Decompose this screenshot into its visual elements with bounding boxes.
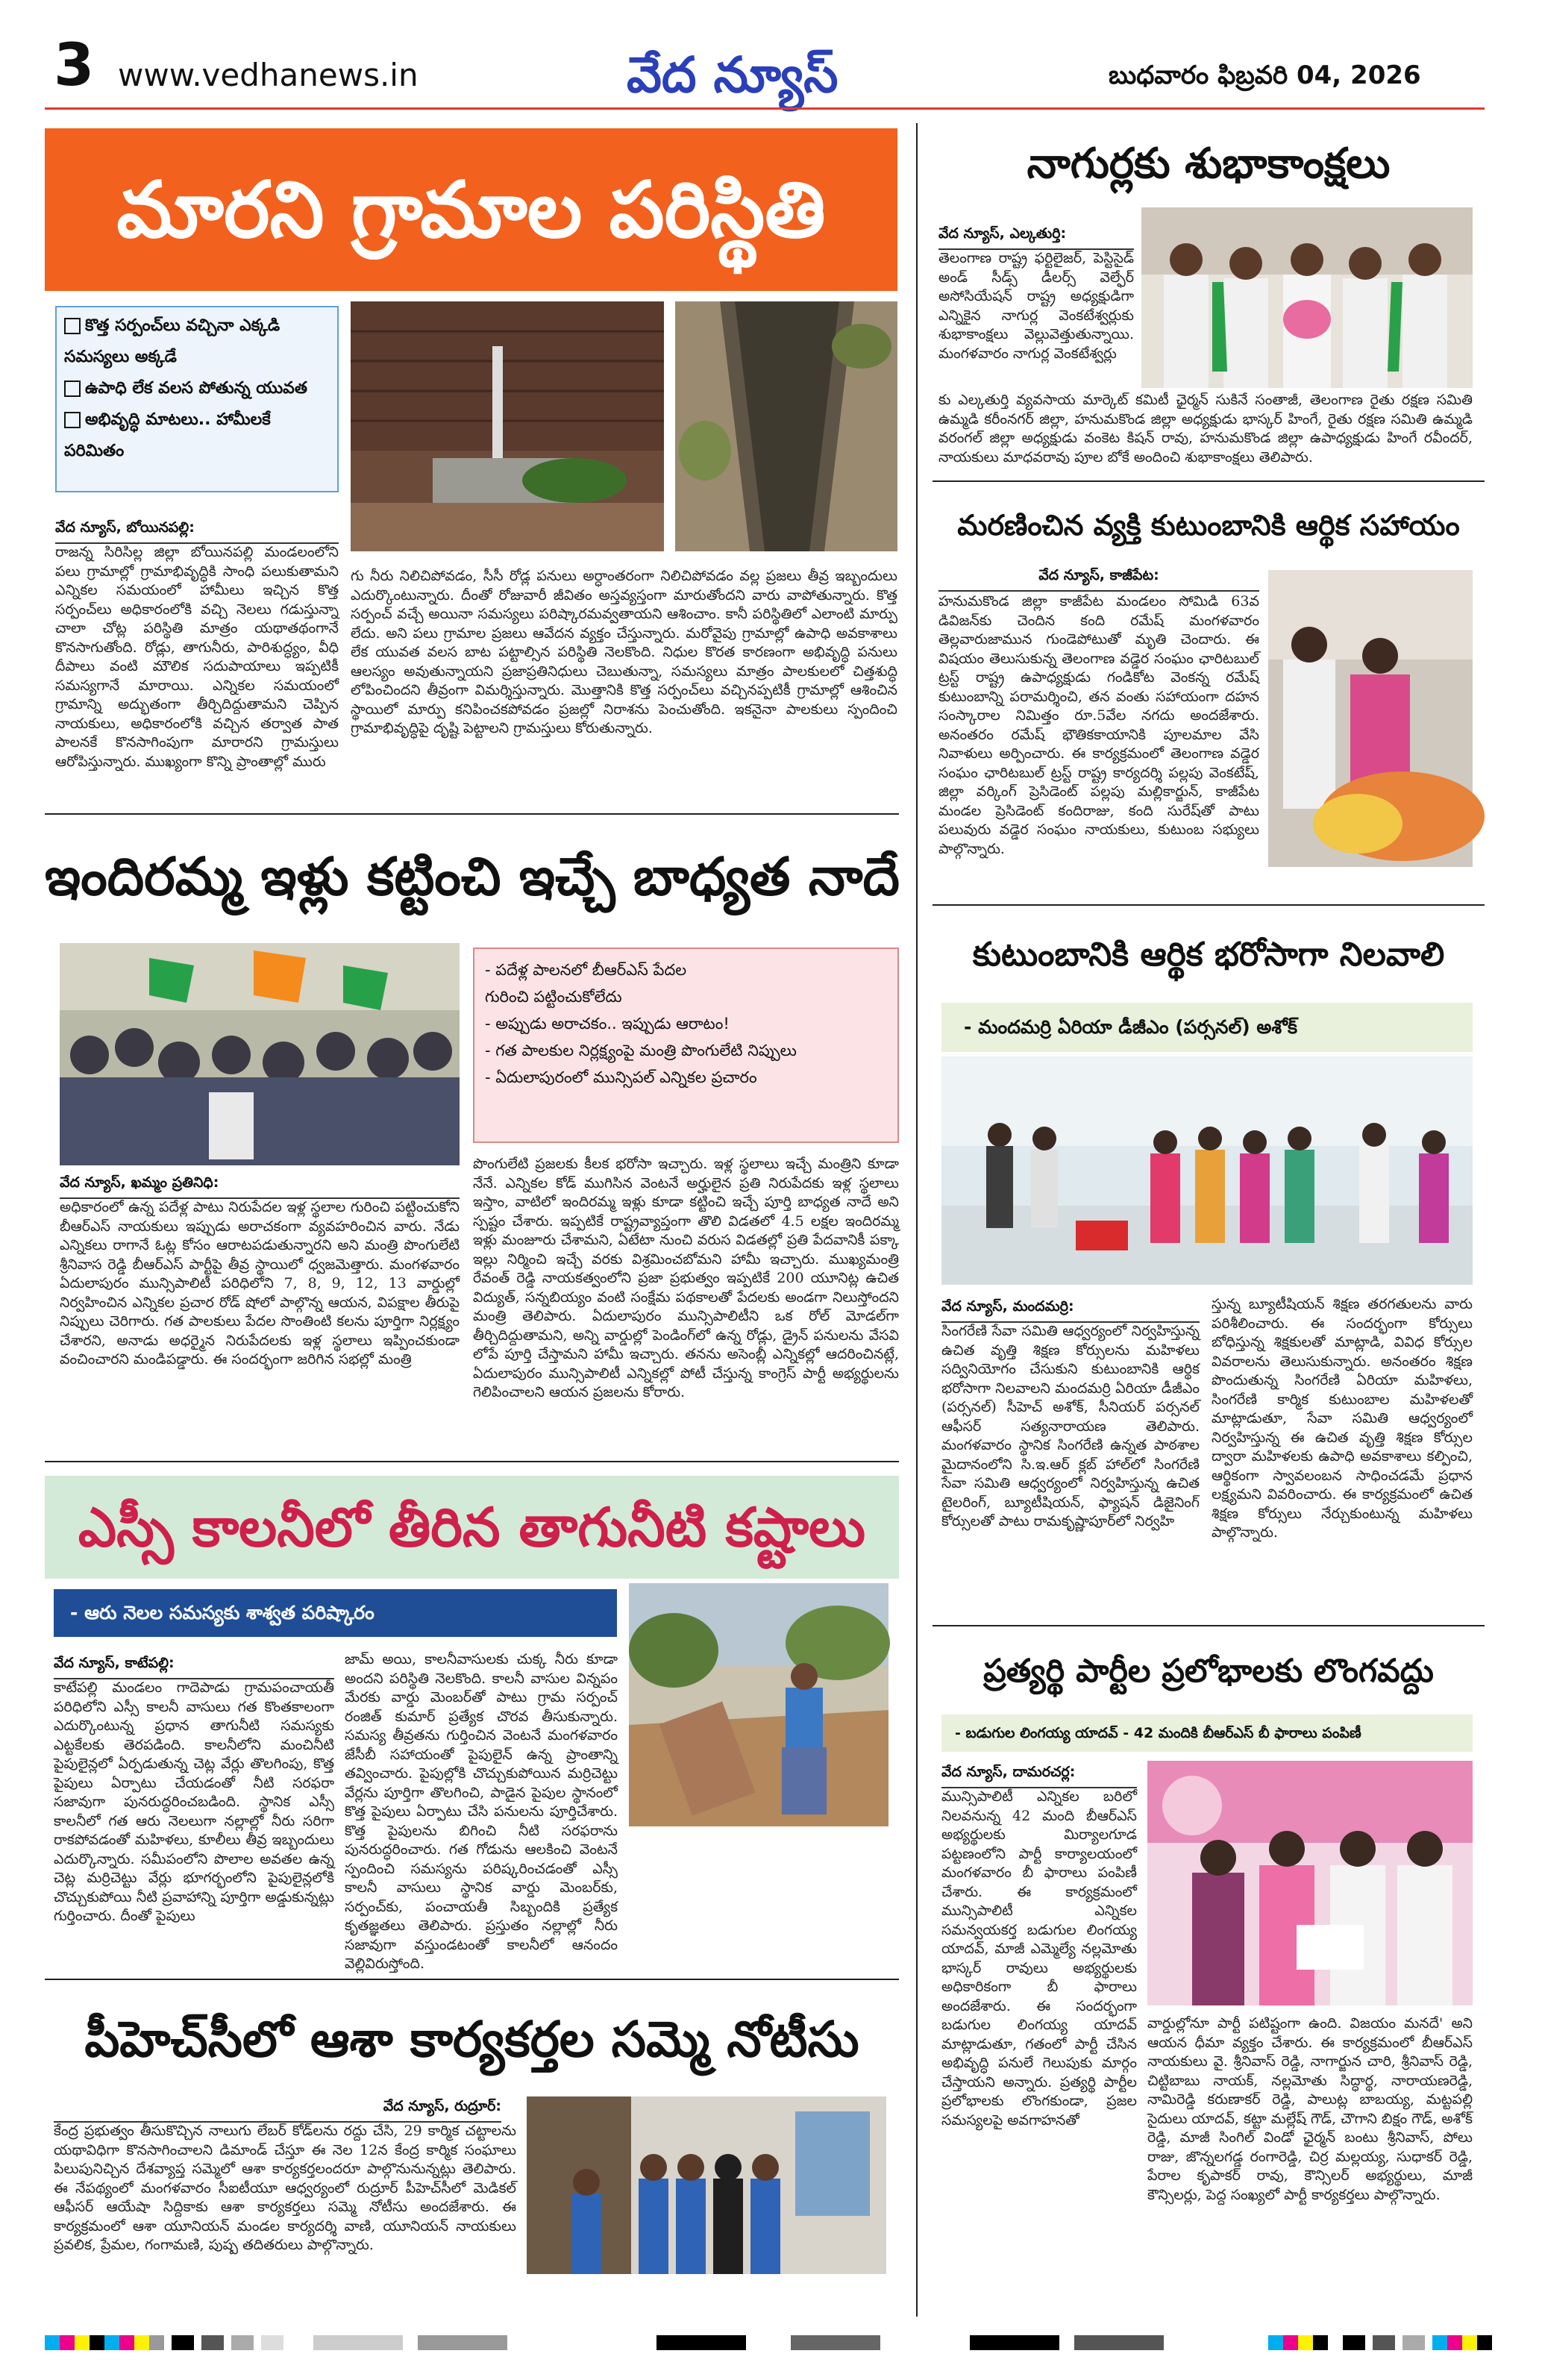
story8-headline: పీహెచ్‌సీలో ఆశా కార్యకర్తల సమ్మె నోటీసు: [84, 2011, 859, 2068]
story8-photo-phc: [527, 2096, 886, 2274]
story4-bullet-box: [473, 948, 899, 1143]
story1-text-col2: గు నీరు నిలిచిపోవడం, సీసీ రోడ్ల పనులు అర్ధాంతరంగా నిలిచిపోవడం వల్ల ప్రజలు తీవ్ర ఇబ్బందులు ఎదుర్కొంటున్నారు. దీంతో రోజువారీ జీవితం అస్తవ్యస్తంగా మారుతోందని వారు వాపోతున్నారు. కొత్త సర్పంచ్ వచ్చే అయినా సమస్యలు పరిష్కారమవ్వతాయని ఆశించాం. కానీ పరిస్థితిలో ఎలాంటి మార్పు లేదు. అని పలు గ్రామాల ప్రజలు ఆవేదన వ్యక్తం చేస్తున్నారు. మరోవైపు గ్రామాల్లో ఉపాధి అవకాశాలు లేక యువత వలస బాట పట్టాల్సిన పరిస్థితి నెలకొంది. నిధుల కొరత కారణంగా అభివృద్ధి పనులు ఆలస్యం అవుతున్నాయని ప్రజాప్రతినిధులు చెబుతున్నా, సమస్యలు మాత్రం పాలకులలో చిత్తశుద్ధి లోపించిందని తీవ్రంగా విమర్శిస్తున్నారు. మొత్తానికి కొత్త సర్పంచ్‌లు వచ్చినప్పటికీ గ్రామాల్లో ఆశించిన స్థాయిలో మార్పు కనిపించకపోవడం ప్రజల్లో నిరాశను పెంచుతోంది. ఇకనైనా పాలకులు స్పందించి గ్రామాభివృద్ధిపై దృష్టి పెట్టాలని గ్రామస్తులు కోరుతున్నారు.: [351, 568, 897, 736]
masthead-rule: [45, 107, 1485, 110]
story1-photo-drain: [675, 301, 897, 551]
color-registration-strip: [0, 2328, 1542, 2358]
story5-subhead: - మందమర్రి ఏరియా డీజీఎం (పర్సనల్) అశోక్: [941, 1003, 1473, 1052]
story6-subhead: - ఆరు నెలల సమస్యకు శాశ్వత పరిష్కారం: [54, 1589, 617, 1637]
newspaper-logo: వేద న్యూస్: [627, 46, 839, 104]
story6-photo-pipeline: [629, 1583, 888, 1826]
story4-bullet-1: - పదేళ్ల పాలనలో బీఆర్ఎస్ పేదల: [485, 961, 687, 979]
story4-dateline: వేద న్యూస్, ఖమ్మం ప్రతినిధి:: [60, 1174, 460, 1199]
story3-text: హనుమకొండ జిల్లా కాజీపేట మండలం సోమిడి 63వ డివిజన్‌కు చెందిన కంది రమేష్ మంగళవారం తెల్లవారుజామున గుండెపోటుతో మృతి చెందారు. ఈ విషయం తెలుసుకున్న తెలంగాణ వడ్డెర సంఘం ఛారిటబుల్ ట్రస్ట్ రాష్ట్ర ఉపాధ్యక్షుడు గండికోట వెంకన్న రమేష్ కుటుంబాన్ని పరామర్శించి, తన వంతు సహాయంగా దహన సంస్కారాల నిమిత్తం రూ.5వేల నగదు అందజేశారు. అనంతరం రమేష్ భౌతికకాయానికి పూలమాల వేసి నివాళులు అర్పించారు. ఈ కార్యక్రమంలో తెలంగాణ వడ్డెర సంఘం ఛారిటబుల్ ట్రస్ట్ రాష్ట్ర కార్యదర్శి పల్లపు వెంకటేష్, జిల్లా వర్కింగ్ ప్రెసిడెంట్ పల్లపు మల్లికార్జున్, కాజీపేట మండల ప్రెసిడెంట్ కందిరాజు, కంది సురేష్‌తో పాటు పలువురు వడ్డెర సంఘం నాయకులు, కుటుంబ సభ్యులు పాల్గొన్నారు.: [938, 593, 1259, 857]
story5-text-col2: స్తున్న బ్యూటీషియన్ శిక్షణ తరగతులను వారు పరిశీలించారు. ఈ సందర్భంగా కోర్సులు బోధిస్తున్న శిక్షకులతో మాట్లాడి, వివిధ కోర్సుల వివరాలను తెలుసుకున్నారు. అనంతరం శిక్షణ పొందుతున్న సింగరేణి ఏరియా మహిళలు, సింగరేణి కార్మిక కుటుంబాల మహిళలతో మాట్లాడుతూ, సేవా సమితి ఆధ్వర్యంలో నిర్వహిస్తున్న ఈ ఉచిత వృత్తి శిక్షణ కోర్సుల ద్వారా మహిళలకు ఉపాధి అవకాశాలు కల్పించి, ఆర్థికంగా స్వావలంబన సాధించడమే ప్రధాన లక్ష్యమని వివరించారు. ఈ కార్యక్రమంలో ఉచిత శిక్షణ కోర్సులు నేర్చుకుంటున్న మహిళలు పాల్గొన్నారు.: [1212, 1296, 1473, 1541]
page-number: 3: [54, 32, 95, 99]
column-divider: [916, 123, 918, 2317]
story4-bullet-4: - ఏదులాపురంలో మున్సిపల్ ఎన్నికల ప్రచారం: [485, 1068, 757, 1086]
story8-dateline: వేద న్యూస్, రుద్రూర్:: [54, 2098, 501, 2123]
story4-photo-rally: [60, 943, 460, 1165]
story2-headline: నాగుర్లకు శుభాకాంక్షలు: [1027, 140, 1391, 188]
issue-date: బుధవారం ఫిబ్రవరి 04, 2026: [1109, 60, 1421, 90]
story1-bullet-box: [55, 306, 339, 492]
story6-headline: ఎస్సీ కాలనీలో తీరిన తాగునీటి కష్టాలు: [45, 1476, 899, 1579]
story5-headline: కుటుంబానికి ఆర్థిక భరోసాగా నిలవాలి: [972, 936, 1445, 974]
checkbox-icon: [64, 412, 81, 428]
story7-text-narrow: మున్సిపాలిటీ ఎన్నికల బరిలో నిలవనున్న 42 మంది బీఆర్ఎస్ అభ్యర్థులకు మిర్యాలగూడ పట్టణంలోని పార్టీ కార్యాలయంలో మంగళవారం బీ ఫారాలు పంపిణీ చేశారు. ఈ కార్యక్రమంలో మున్సిపాలిటీ ఎన్నికల సమన్వయకర్త బడుగుల లింగయ్య యాదవ్, మాజీ ఎమ్మెల్యే నల్లమోతు భాస్కర్ రావులు అభ్యర్థులకు అధికారికంగా బీ ఫారాలు అందజేశారు. ఈ సందర్భంగా బడుగుల లింగయ్య యాదవ్ మాట్లాడుతూ, గతంలో పార్టీ చేసిన అభివృద్ధి పనులే గెలుపుకు మార్గం చేస్తాయని అన్నారు. ప్రత్యర్థి పార్టీల ప్రలోభాలకు లొంగకుండా, ప్రజల సమస్యలపై అవగాహనతో: [941, 1788, 1137, 2129]
checkbox-icon: [64, 381, 81, 397]
story1-photo-wall: [351, 301, 664, 551]
story1-headline: మారని గ్రామాల పరిస్థితి: [45, 128, 897, 291]
story4-headline: ఇందిరమ్మ ఇళ్లు కట్టించి ఇచ్చే బాధ్యత నాదే: [45, 846, 900, 907]
checkbox-icon: [64, 318, 81, 334]
story3-dateline: వేద న్యూస్, కాజీపేట:: [938, 567, 1259, 592]
story3-photo-condolence: [1268, 570, 1473, 867]
story7-photo-bform: [1147, 1761, 1473, 2005]
story2-dateline: వేద న్యూస్, ఎల్కతుర్తి:: [938, 225, 1134, 250]
story1-text-col1: రాజన్న సిరిసిల్ల జిల్లా బోయినపల్లి మండలంలోని పలు గ్రామాల్లో గ్రామాభివృద్ధికి సాంధి పలుకుతామని ఎన్నికల సమయంలో హామీలు ఇచ్చిన కొత్త సర్పంచ్‌లు అధికారంలోకి వచ్చి నెలలు గడుస్తున్నా చాలా చోట్ల పరిస్థితి మాత్రం యథాతథంగానే కొనసాగుతోంది. రోడ్లు, తాగునీరు, పారిశుద్ధ్యం, వీధి దీపాలు వంటి మౌలిక సదుపాయాలు ఇప్పటికీ సమస్యగానే మారాయి. ఎన్నికల సమయంలో గ్రామాన్ని అద్భుతంగా తీర్చిదిద్దుతామని చెప్పిన నాయకులు, అధికారంలోకి వచ్చిన తర్వాత పాత పాలనకే కొనసాగింపుగా మారారని గ్రామస్తులు ఆరోపిస్తున్నారు. ముఖ్యంగా కొన్ని ప్రాంతాల్లో మురు: [55, 544, 339, 770]
divider: [45, 1979, 899, 1980]
story2-text-narrow: తెలంగాణ రాష్ట్ర ఫర్టిలైజర్, పెస్టిసైడ్ అండ్ సీడ్స్ డీలర్స్ వెల్ఫేర్ అసోసియేషన్ రాష్ట్ర అధ్యక్షుడిగా ఎన్నికైన నాగుర్ల వెంకటేశ్వర్లుకు శుభాకాంక్షలు వెల్లువెత్తుతున్నాయి. మంగళవారం నాగుర్ల వెంకటేశ్వర్లు: [938, 250, 1134, 362]
story7-subhead: - బడుగుల లింగయ్య యాదవ్ - 42 మందికి బీఆర్ఎస్ బీ ఫారాలు పంపిణీ: [941, 1714, 1473, 1752]
story6-text-col1: కాటేపల్లి మండలం గాదెపాడు గ్రామపంచాయతీ పరిధిలోని ఎస్సీ కాలనీ వాసులు గత కొంతకాలంగా ఎదుర్కొంటున్న ప్రధాన తాగునీటి సమస్యకు ఎట్టకేలకు తెరపడింది. కాలనీలోని మంచినీటి పైపులైన్లలో ఏర్పడుతున్న చెట్ల వేర్లు తొలగింపు, కొత్త పైపులు ఏర్పాటు చేయడంతో నీటి సరఫరా సజావుగా పునరుద్ధరించబడింది. స్థానిక ఎస్సీ కాలనీలో గత ఆరు నెలలుగా నల్లాల్లో నీరు సరిగా రాకపోవడంతో మహిళలు, కూలీలు తీవ్ర ఇబ్బందులు ఎదుర్కొన్నారు. సమీపంలోని పొలాల అవతల ఉన్న చెట్ల మర్రిచెట్టు వేర్లు భూగర్భంలోని పైపులైన్లలోకి చొచ్చుకుపోయి నీటి ప్రవాహాన్ని పూర్తిగా అడ్డుకున్నట్లు గుర్తించారు. దీంతో పైపులు: [54, 1679, 334, 1924]
story5-photo-training: [941, 1056, 1473, 1285]
story7-dateline: వేద న్యూస్, దామరచర్ల:: [941, 1764, 1137, 1788]
story2-photo-felicitation: [1141, 207, 1473, 388]
divider: [45, 1461, 899, 1462]
story1-bullet-1: కొత్త సర్పంచ్‌లు వచ్చినా ఎక్కడి సమస్యలు అక్కడే: [64, 316, 280, 366]
story4-bullet-1b: గురించి పట్టించుకోలేదు: [485, 988, 622, 1006]
story4-bullet-2: - అప్పుడు అరాచకం.. ఇప్పుడు ఆరాటం!: [485, 1015, 730, 1033]
story4-text-col1: అధికారంలో ఉన్న పదేళ్ల పాటు నిరుపేదల ఇళ్ల స్థలాల గురించి పట్టించుకోని బీఆర్ఎస్ నాయకులు ఇప్పుడు అరాచకంగా వ్యవహరించిన వారు. నేడు ఎన్నికలు రాగానే ఓట్ల కోసం ఆరాటపడుతున్నారని అని మంత్రి పొంగులేటి శ్రీనివాస రెడ్డి బీఆర్ఎస్ పార్టీపై తీవ్ర స్థాయిలో ధ్వజమెత్తారు. మంగళవారం ఏదులాపురం మున్సిపాలిటీ పరిధిలోని 7, 8, 9, 12, 13 వార్డుల్లో నిర్వహించిన ఎన్నికల ప్రచార రోడ్ షోలో పాల్గొన్న ఆయన, విపక్షాల తీరుపై నిప్పులు చెరిగారు. గత పాలకులు పేదల సొంతింటి కలను పూర్తిగా నిర్లక్ష్యం చేశారని, అనాడు అధర్మైన నిరుపేదలకు ఇళ్ల స్థలాలు ఇప్పించకుండా వంచించారని మండిపడ్డారు. ఈ సందర్భంగా జరిగిన సభల్లో మంత్రి: [60, 1199, 460, 1368]
story4-bullet-3: - గత పాలకుల నిర్లక్ష్యంపై మంత్రి పొంగులేటి నిప్పులు: [485, 1042, 797, 1059]
divider: [45, 813, 899, 815]
story3-headline: మరణించిన వ్యక్తి కుటుంబానికి ఆర్థిక సహాయం: [957, 509, 1460, 542]
story5-dateline: వేద న్యూస్, మందమర్రి:: [941, 1298, 1200, 1323]
story1-bullet-3: అభివృద్ధి మాటలు.. హామీలకే పరిమితం: [64, 410, 271, 460]
divider: [933, 480, 1485, 482]
divider: [933, 904, 1485, 906]
story7-headline: ప్రత్యర్థి పార్టీల ప్రలోభాలకు లొంగవద్దు: [983, 1653, 1434, 1690]
story4-text-col2: పొంగులేటి ప్రజలకు కీలక భరోసా ఇచ్చారు. ఇళ్ల స్థలాలు ఇచ్చే మంత్రిని కూడా నేనే. ఎన్నికల కోడ్ ముగిసిన వెంటనే అర్హులైన ప్రతి నిరుపేదకు ఇళ్ల స్థలాలు ఇస్తాం, వాటిలో ఇందిరమ్మ ఇళ్లు కూడా కట్టించి ఇచ్చే పూర్తి బాధ్యత నాదే అని స్పష్టం చేశారు. ఇప్పటికే రాష్ట్రవ్యాప్తంగా తొలి విడతలో 4.5 లక్షల ఇందిరమ్మ ఇళ్లు మంజూరు చేశామని, ఏటేటా నుంచి వరుస విడతల్లో ప్రతి పేదవానికీ పక్కా ఇల్లు నిర్మించి ఇచ్చే వరకు విశ్రమించబోమని హామీ ఇచ్చారు. ముఖ్యమంత్రి రేవంత్ రెడ్డి నాయకత్వంలోని ప్రజా ప్రభుత్వం ఇప్పటికే 200 యూనిట్ల ఉచిత విద్యుత్, సన్నబియ్యం వంటి సంక్షేమ పథకాలతో పేదలకు అండగా నిలుస్తోందని మంత్రి తెలిపారు. ఏదులాపురం మున్సిపాలిటీని ఒక రోల్ మోడల్‌గా తీర్చిదిద్దుతామని, అన్ని వార్డుల్లో పెండింగ్‌లో ఉన్న రోడ్లు, డ్రైన్ పనులను వేసవి లోపే పూర్తి చేస్తామని హామీ ఇచ్చారు. తనను అసెంబ్లీ ఎన్నికల్లో ఆదరించినట్లే, ఏదులాపురం మున్సిపాలిటీ ఎన్నికల్లో పోటీ చేస్తున్న కాంగ్రెస్ పార్టీ అభ్యర్థులను గెలిపించాలని ఆయన ప్రజలను కోరారు.: [473, 1156, 899, 1400]
story8-text: కేంద్ర ప్రభుత్వం తీసుకొచ్చిన నాలుగు లేబర్ కోడ్‌లను రద్దు చేసి, 29 కార్మిక చట్టాలను యథావిధిగా కొనసాగించాలని డిమాండ్ చేస్తూ ఈ నెల 12న కేంద్ర కార్మిక సంఘాలు పిలుపునిచ్చిన దేశవ్యాప్త సమ్మెలో ఆశా కార్యకర్తలందరూ పాల్గొనునున్నట్లు తెలిపారు. ఈ నేపథ్యంలో మంగళవారం సీఐటీయూ ఆధ్వర్యంలో రుద్రూర్ పీహెచ్‌సీలో మెడికల్ ఆఫీసర్ ఆయేషా సిద్దికాకు ఆశా కార్యకర్తలు సమ్మె నోటీసు అందజేశారు. ఈ కార్యక్రమంలో ఆశా యూనియన్ మండల కార్యదర్శి వాణి, యూనియన్ నాయకులు ప్రవలిక, ప్రేమల, గంగామణి, పుష్ప తదితరులు పాల్గొన్నారు.: [54, 2123, 516, 2253]
story1-dateline: వేద న్యూస్, బోయినపల్లి:: [55, 519, 339, 544]
story6-dateline: వేద న్యూస్, కాటేపల్లి:: [54, 1655, 334, 1679]
story6-text-col2: జామ్ అయి, కాలనీవాసులకు చుక్క నీరు కూడా అందని పరిస్థితి నెలకొంది. కాలనీ వాసుల విన్నపం మేరకు వార్డు మెంబర్‌తో పాటు గ్రామ సర్పంచ్ రంజిత్ కుమార్ ప్రత్యేక చొరవ తీసుకున్నారు. సమస్య తీవ్రతను గుర్తించిన వెంటనే మంగళవారం జేసీబీ సహాయంతో పైపులైన్ ఉన్న ప్రాంతాన్ని తవ్వించారు. పైపుల్లోకి చొచ్చుకుపోయిన మర్రిచెట్టు వేర్లను పూర్తిగా తొలగించి, పాడైన పైపుల స్థానంలో కొత్త పైపులు ఏర్పాటు చేసి పనులను పూర్తిచేశారు. కొత్త పైపులను బిగించి నీటి సరఫరాను పునరుద్ధరించారు. గత గోడును ఆలకించి వెంటనే స్పందించి సమస్యను పరిష్కరించడంతో ఎస్సీ కాలనీ వాసులు స్థానిక వార్డు మెంబర్‌కు, సర్పంచ్‌కు, పంచాయతీ సిబ్బందికి ప్రత్యేక కృతజ్ఞతలు తెలిపారు. ప్రస్తుతం నల్లాల్లో నీరు సజావుగా వస్తుండటంతో కాలనీలో ఆనందం వెల్లివిరుస్తోంది.: [345, 1651, 618, 1972]
story5-text-col1: సింగరేణి సేవా సమితి ఆధ్వర్యంలో నిర్వహిస్తున్న ఉచిత వృత్తి శిక్షణ కోర్సులను మహిళలు సద్వినియోగం చేసుకుని కుటుంబానికి ఆర్థిక భరోసాగా నిలవాలని మందమర్రి ఏరియా డీజీఎం (పర్సనల్) సీహెచ్ అశోక్, సీనియర్ పర్సనల్ ఆఫీసర్ సత్యనారాయణ తెలిపారు. మంగళవారం స్థానిక సింగరేణి ఉన్నత పాఠశాల మైదానంలోని సి.ఇ.ఆర్ క్లబ్ హాల్‌లో సింగరేణి సేవా సమితి ఆధ్వర్యంలో నిర్వహిస్తున్న ఉచిత టైలరింగ్, బ్యూటీషియన్, ఫ్యాషన్ డిజైనింగ్ కోర్సులతో పాటు రామకృష్ణాపూర్‌లో నిర్వహి: [941, 1323, 1200, 1529]
website-url: www.vedhanews.in: [118, 57, 419, 93]
story2-text-full: కు ఎల్కతుర్తి వ్యవసాయ మార్కెట్ కమిటీ ఛైర్మన్ సుకినే సంతాజీ, తెలంగాణ రైతు రక్షణ సమితి ఉమ్మడి కరీంనగర్ జిల్లా, హనుమకొండ జిల్లా అధ్యక్షుడు భాస్కర్ హింగే, రైతు రక్షణ సమితి ఉమ్మడి వరంగల్ జిల్లా అధ్యక్షుడు వంకెట కిషన్ రావు, హనుమకొండ జిల్లా ఉపాధ్యక్షుడు హింగే రవీందర్, నాయకులు మాధవరావు పూల బోకే అందించి శుభాకాంక్షలు తెలిపారు.: [938, 392, 1473, 466]
divider: [933, 1625, 1485, 1626]
story1-bullet-2: ఉపాధి లేక వలస పోతున్న యువత: [64, 373, 330, 404]
story7-text-col2: వార్డుల్లోనూ పార్టీ పటిష్టంగా ఉంది. విజయం మనదే' అని ఆయన ధీమా వ్యక్తం చేశారు. ఈ కార్యక్రమంలో బీఆర్ఎస్ నాయకులు వై. శ్రీనివాస్ రెడ్డి, నాగార్జున చారి, శ్రీనివాస్ రెడ్డి, చిట్టిబాబు నాయక్, నల్లమోతు సిద్ధార్థ, నారాయణరెడ్డి, నామిరెడ్డి కరుణాకర్ రెడ్డి, పాలుట్ల బాబయ్య, మట్టపల్లి సైదులు యాదవ్, కట్టా మల్లేష్ గౌడ్, చౌగాని బిక్షం గౌడ్, అశోక్ రెడ్డి, మాజీ సింగిల్ విండో ఛైర్మన్ బంటు శ్రీనివాస్, పోలు రాజు, జొన్నలగడ్డ రంగారెడ్డి, చిర్ర మల్లయ్య, సుధాకర్ రెడ్డి, పేరాల కృపాకర్ రావు, కౌన్సిలర్ అభ్యర్థులు, మాజీ కౌన్సిలర్లు, పెద్ద సంఖ్యలో పార్టీ కార్యకర్తలు పాల్గొన్నారు.: [1147, 2015, 1473, 2203]
